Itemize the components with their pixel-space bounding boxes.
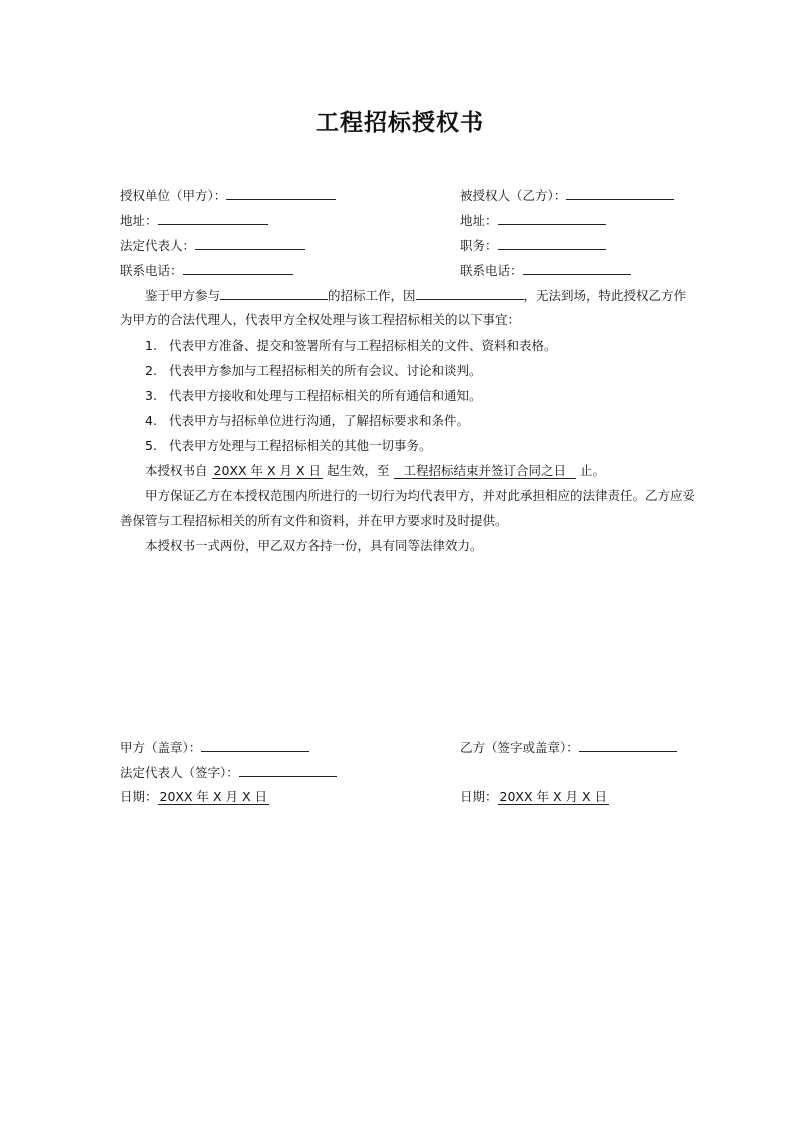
list-item-text: 代表甲方参加与工程招标相关的所有会议、讨论和谈判。 [169, 363, 482, 378]
phone-a-label: 联系电话： [120, 263, 183, 278]
validity-prefix: 本授权书自 [145, 463, 208, 478]
list-item-number: 4. [145, 413, 157, 428]
phone-a-field [120, 262, 293, 279]
guarantee-line-2: 善保管与工程招标相关的所有文件和资料，并在甲方要求时及时提供。 [120, 513, 508, 528]
phone-b-blank[interactable] [523, 262, 631, 275]
date-b-field [460, 789, 609, 805]
address-a-label: 地址： [120, 213, 158, 228]
validity-suffix: 止。 [580, 463, 606, 478]
list-item [145, 388, 482, 404]
grantee-blank[interactable] [566, 187, 674, 200]
list-item-number: 3. [145, 388, 157, 403]
legal-rep-sign-blank[interactable] [239, 764, 337, 777]
date-b-value[interactable]: 20XX 年 X 月 X 日 [499, 789, 608, 804]
list-item-text: 代表甲方与招标单位进行沟通，了解招标要求和条件。 [169, 413, 470, 428]
position-label: 职务： [460, 238, 498, 253]
grantor-unit-blank[interactable] [226, 187, 336, 200]
grantee-field [460, 187, 674, 204]
legal-rep-field [120, 237, 305, 254]
list-item-text: 代表甲方处理与工程招标相关的其他一切事务。 [169, 438, 432, 453]
intro-line-2: 为甲方的合法代理人，代表甲方全权处理与该工程招标相关的以下事宜： [120, 312, 521, 327]
legal-rep-blank[interactable] [195, 237, 305, 250]
project-blank[interactable] [220, 287, 328, 300]
party-a-seal-label: 甲方（盖章）： [120, 740, 202, 755]
phone-a-blank[interactable] [183, 262, 293, 275]
list-item-text: 代表甲方接收和处理与工程招标相关的所有通信和通知。 [169, 388, 482, 403]
position-blank[interactable] [498, 237, 606, 250]
validity-start-date[interactable]: 20XX 年 X 月 X 日 [213, 463, 322, 478]
date-b-label: 日期： [460, 789, 498, 804]
intro-line-1 [145, 287, 686, 304]
address-a-blank[interactable] [158, 212, 268, 225]
intro-part-3: ，无法到场，特此授权乙方作 [523, 288, 687, 303]
list-item-number: 1. [145, 338, 157, 353]
address-a-field [120, 212, 268, 229]
address-b-label: 地址： [460, 213, 498, 228]
party-a-seal-field [120, 739, 309, 756]
validity-middle: 起生效，至 [327, 463, 390, 478]
intro-part-1: 鉴于甲方参与 [145, 288, 221, 303]
reason-blank[interactable] [416, 287, 524, 300]
list-item [145, 413, 469, 429]
party-b-sign-field [460, 739, 677, 756]
address-b-field [460, 212, 606, 229]
grantor-unit-label: 授权单位（甲方）： [120, 188, 227, 203]
copies-statement: 本授权书一式两份，甲乙双方各持一份，具有同等法律效力。 [145, 538, 483, 553]
position-field [460, 237, 606, 254]
list-item [145, 338, 557, 354]
party-a-seal-blank[interactable] [201, 739, 309, 752]
date-a-field [120, 789, 269, 805]
address-b-blank[interactable] [498, 212, 606, 225]
legal-rep-label: 法定代表人： [120, 238, 196, 253]
guarantee-line-1: 甲方保证乙方在本授权范围内所进行的一切行为均代表甲方，并对此承担相应的法律责任。乙方应妥 [145, 488, 696, 503]
grantor-unit-field [120, 187, 336, 204]
phone-b-field [460, 262, 631, 279]
list-item-text: 代表甲方准备、提交和签署所有与工程招标相关的文件、资料和表格。 [169, 338, 557, 353]
date-a-value[interactable]: 20XX 年 X 月 X 日 [159, 789, 268, 804]
grantee-label: 被授权人（乙方）： [460, 188, 567, 203]
party-b-sign-blank[interactable] [579, 739, 677, 752]
date-a-label: 日期： [120, 789, 158, 804]
document-title: 工程招标授权书 [316, 110, 484, 136]
intro-part-2: 的招标工作，因 [328, 288, 416, 303]
list-item-number: 5. [145, 438, 157, 453]
list-item [145, 363, 482, 379]
list-item-number: 2. [145, 363, 157, 378]
legal-rep-sign-field [120, 764, 337, 781]
party-b-sign-label: 乙方（签字或盖章）： [460, 740, 579, 755]
validity-line [145, 463, 605, 479]
legal-rep-sign-label: 法定代表人（签字）： [120, 765, 239, 780]
phone-b-label: 联系电话： [460, 263, 523, 278]
validity-end-event[interactable]: 工程招标结束并签订合同之日 [394, 463, 577, 479]
list-item [145, 438, 432, 454]
